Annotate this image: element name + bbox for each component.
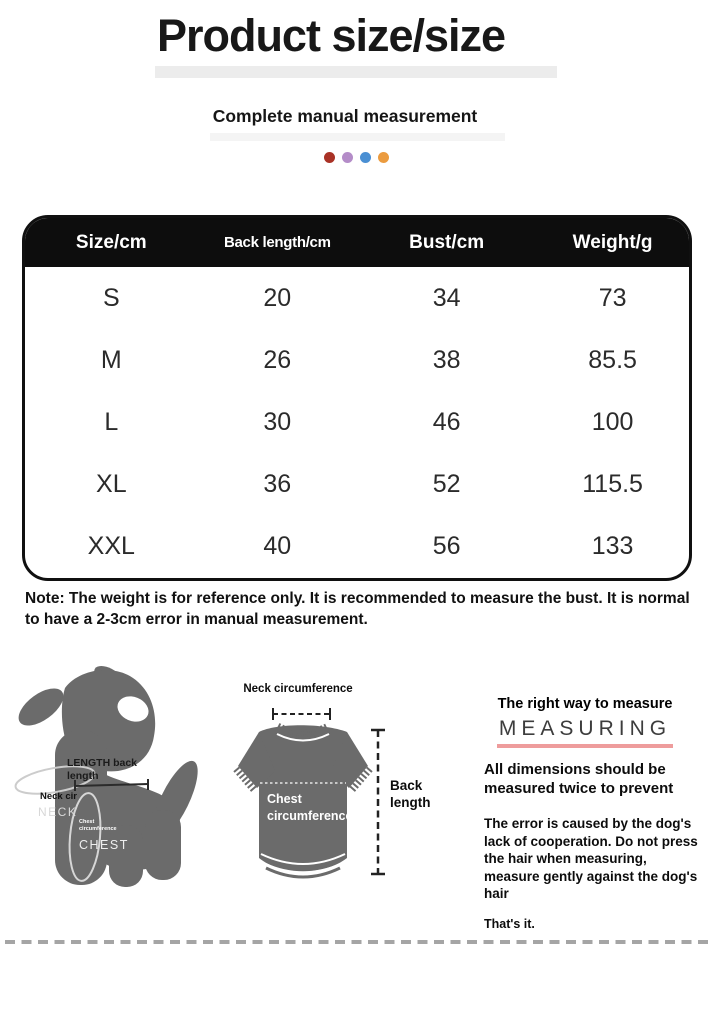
- table-row: [25, 329, 689, 391]
- subtitle-highlight-band: [210, 133, 505, 141]
- garment-chest-label-line1: Chest: [267, 792, 302, 806]
- dog-length-label-line1: LENGTH back: [67, 757, 138, 769]
- cell-back: 30: [263, 407, 292, 436]
- garment-back-label-line2: length: [390, 795, 431, 810]
- cell-back: 20: [263, 283, 292, 312]
- dog-back-leg-far: [145, 810, 181, 880]
- table-row: [25, 516, 689, 578]
- title-highlight-band: [155, 66, 557, 78]
- table-row: [25, 391, 689, 453]
- back-length-dashed-line: [371, 730, 385, 874]
- cell-size: L: [104, 407, 119, 436]
- cell-weight: 85.5: [588, 345, 637, 374]
- size-table: [22, 215, 692, 581]
- dot-orange-icon: [378, 152, 389, 163]
- dog-length-label-line2: length: [67, 770, 99, 782]
- table-row: [25, 454, 689, 516]
- note-text: Note: The weight is for reference only. It is recommended to measure the bust. It is normal to have a 2-3cm error in manual measurement.: [25, 590, 690, 628]
- dot-dark-red-icon: [324, 152, 335, 163]
- measuring-paragraph-1: All dimensions should be measured twice to prevent: [484, 760, 674, 798]
- measuring-subheading: MEASURING: [498, 717, 672, 740]
- cell-bust: 56: [432, 532, 461, 561]
- dot-purple-icon: [342, 152, 353, 163]
- dog-floppy-ear: [12, 681, 69, 733]
- neck-measure-dashed-line: [273, 708, 330, 720]
- dot-blue-icon: [360, 152, 371, 163]
- size-table-header: [25, 218, 689, 267]
- dog-chest-small-label-line2: circumference: [79, 826, 117, 832]
- cell-size: S: [102, 283, 120, 312]
- cell-size: M: [100, 345, 122, 374]
- cell-bust: 38: [432, 345, 461, 374]
- measuring-underline: [497, 744, 673, 748]
- cell-bust: 52: [432, 470, 461, 499]
- page-subtitle: Complete manual measurement: [212, 106, 478, 126]
- garment-neck-label: Neck circumference: [243, 683, 353, 695]
- cell-weight: 133: [591, 532, 634, 561]
- bottom-dashed-divider: [5, 940, 708, 944]
- page-title: Product size/size: [156, 10, 506, 61]
- cell-back: 40: [263, 532, 292, 561]
- measuring-guide: [466, 696, 704, 931]
- cell-bust: 34: [432, 283, 461, 312]
- cell-weight: 115.5: [582, 470, 643, 499]
- dog-neck-label: NECK: [38, 805, 78, 819]
- dog-chest-small-label-line1: Chest: [79, 819, 95, 825]
- garment-back-label-line1: Back: [390, 778, 423, 793]
- measuring-paragraph-3: That's it.: [484, 916, 535, 931]
- column-header-size: Size/cm: [75, 231, 147, 253]
- decorative-dots: [0, 152, 713, 163]
- measuring-heading: The right way to measure: [497, 696, 673, 712]
- measuring-paragraph-2: The error is caused by the dog's lack of cooperation. Do not press the hair when measuring, measure gently against the dog's hair: [484, 816, 698, 902]
- cell-weight: 100: [591, 407, 634, 436]
- cell-bust: 46: [432, 407, 461, 436]
- dog-chest-label: CHEST: [79, 838, 129, 852]
- column-header-back-length: Back length/cm: [223, 234, 331, 251]
- dog-back-leg-near: [109, 825, 143, 887]
- cell-size: XL: [96, 470, 127, 499]
- cell-back: 36: [263, 470, 292, 499]
- table-row: [25, 267, 689, 329]
- garment-measurement-diagram: [228, 670, 463, 920]
- cell-weight: 73: [598, 283, 627, 312]
- dog-measurement-diagram: [5, 660, 215, 910]
- dog-neck-circumference-label: Neck cir: [40, 791, 77, 802]
- column-header-bust: Bust/cm: [409, 231, 485, 253]
- cell-back: 26: [263, 345, 292, 374]
- dog-illustration: [12, 662, 206, 887]
- column-header-weight: Weight/g: [572, 231, 653, 253]
- size-table-body: [25, 267, 689, 578]
- shirt-illustration: [238, 725, 368, 871]
- cell-size: XXL: [87, 532, 135, 561]
- garment-chest-label-line2: circumference: [267, 809, 353, 823]
